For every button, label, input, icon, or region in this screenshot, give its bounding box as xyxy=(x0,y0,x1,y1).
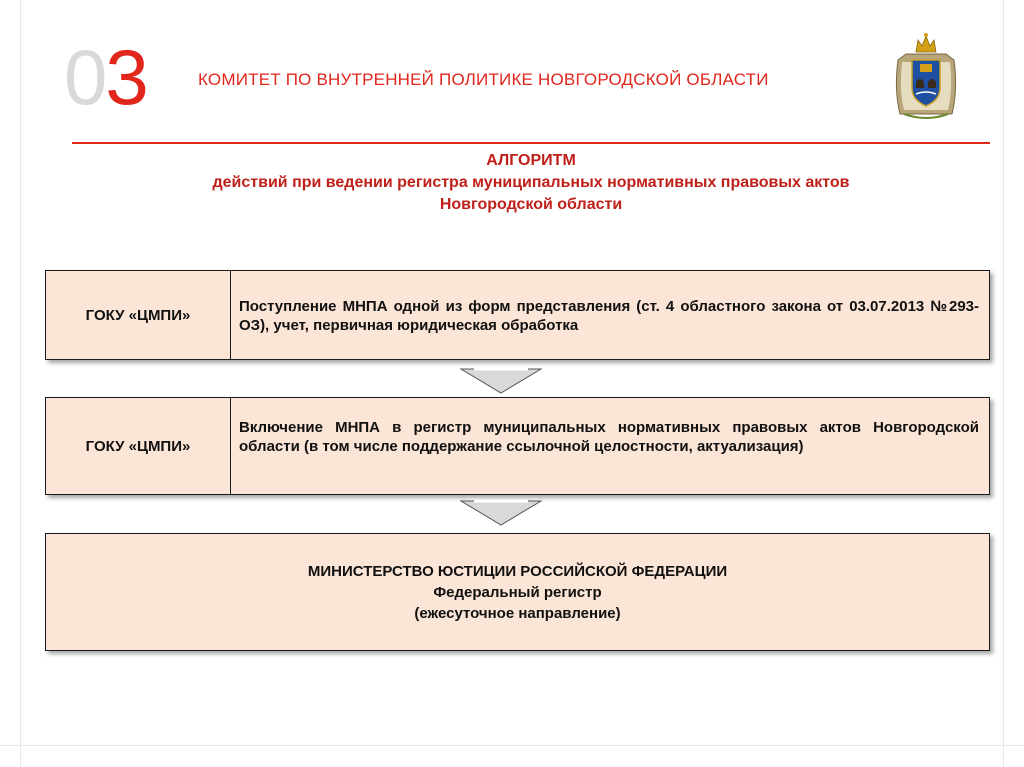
step-2-box xyxy=(45,397,990,495)
frame-line-left xyxy=(20,0,21,767)
slide-number xyxy=(64,33,147,121)
final-step-line-3: (ежесуточное направление) xyxy=(414,605,621,622)
step-1-actor: ГОКУ «ЦМПИ» xyxy=(46,271,231,359)
organization-title: КОМИТЕТ ПО ВНУТРЕННЕЙ ПОЛИТИКЕ НОВГОРОДСКОЙ ОБЛАСТИ xyxy=(198,70,769,89)
arrow-down-icon xyxy=(460,368,542,394)
coat-of-arms-icon xyxy=(890,30,962,122)
slide-number-zero: 0 xyxy=(64,33,106,121)
step-1-text: Поступление МНПА одной из форм представления (ст. 4 областного закона от 03.07.2013 №293-ОЗ), учет, первичная юридическая обработка xyxy=(239,298,979,334)
step-2-text: Включение МНПА в регистр муниципальных нормативных правовых актов Новгородской области (в том числе поддержание ссылочной целостности, актуализация) xyxy=(239,419,979,455)
algorithm-title xyxy=(72,150,990,216)
title-line-2: действий при ведении регистра муниципальных нормативных правовых актов xyxy=(212,174,850,191)
title-line-3: Новгородской области xyxy=(439,196,623,213)
step-2-actor: ГОКУ «ЦМПИ» xyxy=(46,398,231,494)
frame-line-bottom xyxy=(0,745,1024,746)
final-step-line-2: Федеральный регистр xyxy=(433,584,602,601)
title-line-1: АЛГОРИТМ xyxy=(486,152,576,169)
final-step-box xyxy=(45,533,990,651)
frame-line-right xyxy=(1003,0,1004,767)
final-step-text xyxy=(46,561,989,624)
slide-number-three: 3 xyxy=(105,33,147,121)
header-divider xyxy=(72,142,990,144)
arrow-down-icon xyxy=(460,500,542,526)
step-1-box xyxy=(45,270,990,360)
final-step-line-1: МИНИСТЕРСТВО ЮСТИЦИИ РОССИЙСКОЙ ФЕДЕРАЦИИ xyxy=(307,563,728,580)
